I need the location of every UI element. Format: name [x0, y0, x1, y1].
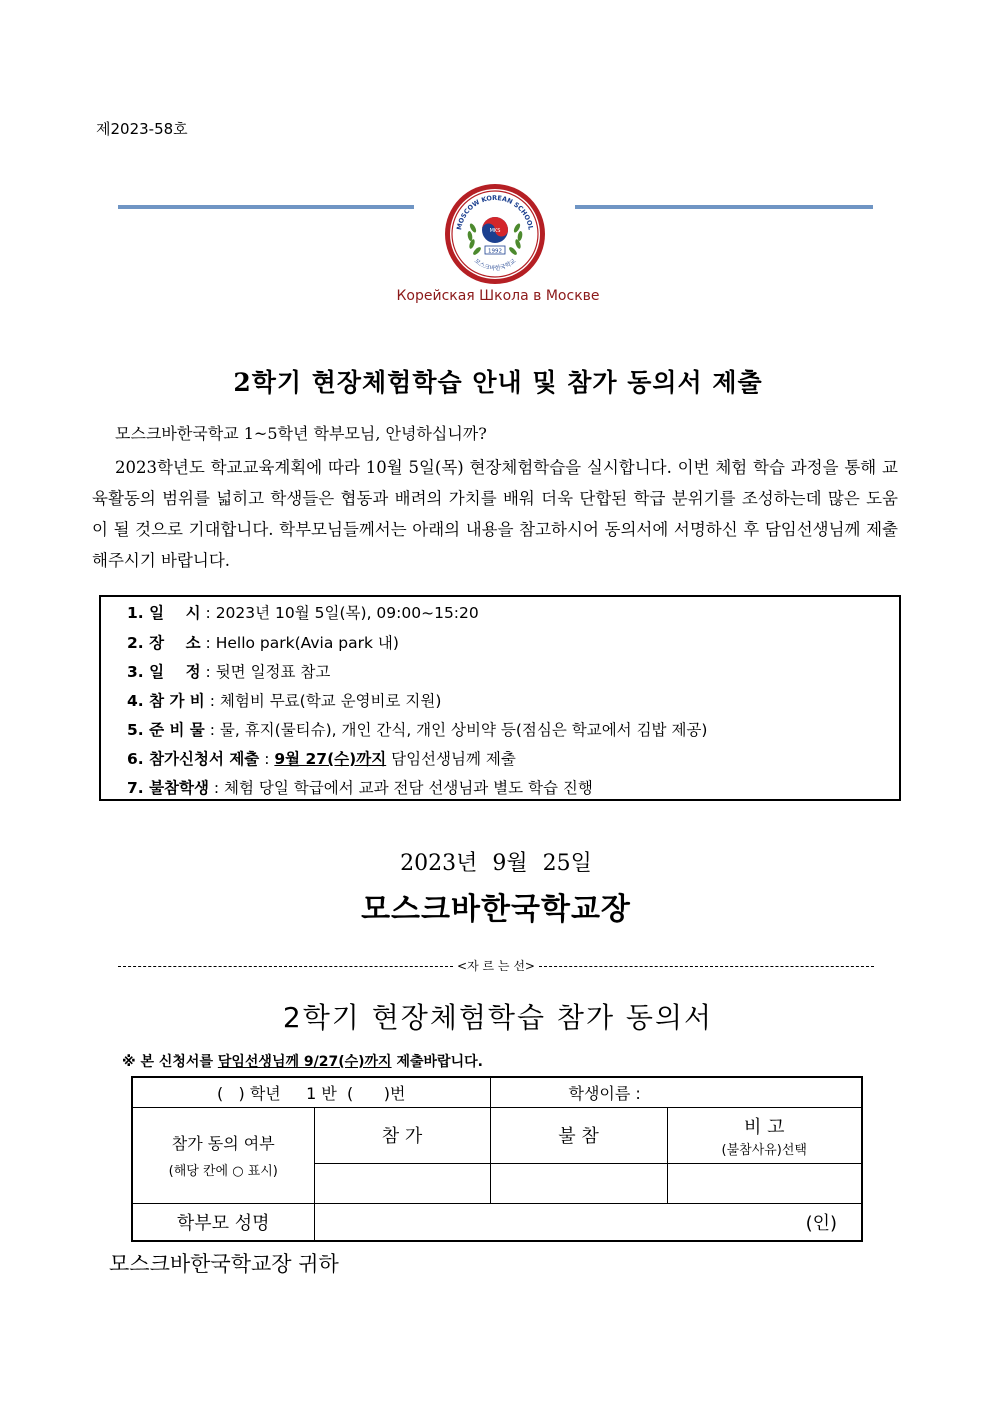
- info-item-schedule: [127, 660, 330, 682]
- info-item-absent: [127, 776, 593, 798]
- deadline-emphasis: 9월 27(수)까지: [274, 750, 387, 768]
- form-note-suffix: 제출바랍니다.: [391, 1054, 483, 1070]
- school-logo: [443, 182, 547, 286]
- column-remark-sub: (불참사유)선택: [721, 1142, 807, 1158]
- form-title: 2학기 현장체험학습 참가 동의서: [282, 1001, 714, 1034]
- column-remark-label: 비 고: [744, 1116, 785, 1138]
- cut-line-dash-left: [118, 966, 453, 967]
- notice-body-text: 2023학년도 학교교육계획에 따라 10월 5일(목) 현장체험학습을 실시합니다. 이번 체험 학습 과정을 통해 교육활동의 범위를 넓히고 학생들은 협동과 배려의 가치를 배워 더욱 단합된 학급 분위기를 조성하는데 많은 도움이 될 것으로 기대합니다. 학부모님들께서는 아래의 내용을 참고하시어 동의서에 서명하신 후 담임선생님께 제출해주시기 바랍니다.: [92, 458, 898, 570]
- student-class-label: ( ) 학년 1 반 ( )번: [216, 1083, 406, 1103]
- signatory: 모스크바한국학교장: [361, 892, 631, 927]
- info-value: : 2023년 10월 5일(목), 09:00~15:20: [205, 604, 479, 622]
- consent-label: 참가 동의 여부: [171, 1134, 275, 1153]
- greeting: 모스크바한국학교 1~5학년 학부모님, 안녕하십니까?: [115, 424, 487, 443]
- parent-name-label: 학부모 성명: [132, 1203, 314, 1241]
- consent-form-table: [131, 1076, 863, 1242]
- form-note-prefix: ※ 본 신청서를: [122, 1054, 218, 1070]
- header-divider-right: [575, 205, 873, 209]
- taegeuk-icon: [482, 217, 508, 243]
- info-label: 6. 참가신청서 제출: [127, 750, 260, 768]
- info-value: : 체험비 무료(학교 운영비로 지원): [209, 692, 442, 710]
- form-note: [122, 1051, 483, 1071]
- header-divider-left: [118, 205, 414, 209]
- info-value-prefix: :: [259, 750, 275, 768]
- info-value: : 체험 당일 학급에서 교과 전담 선생님과 별도 학습 진행: [213, 779, 593, 797]
- student-name-label: 학생이름 :: [568, 1083, 641, 1103]
- info-label: 3. 일 정: [127, 663, 201, 681]
- remark-input-cell[interactable]: [667, 1163, 862, 1203]
- column-remark: [667, 1107, 862, 1163]
- school-name-russian: Корейская Школа в Москве: [396, 288, 600, 304]
- info-item-supplies: [127, 718, 707, 740]
- info-value: : 뒷면 일정표 참고: [205, 663, 331, 681]
- svg-text:MKS: MKS: [489, 228, 501, 234]
- cut-line: [118, 957, 874, 974]
- logo-ring-text: MOSCOW KOREAN SCHOOL: [455, 193, 535, 231]
- form-note-deadline: 담임선생님께 9/27(수)까지: [217, 1054, 392, 1070]
- consent-label-cell: [132, 1107, 314, 1203]
- notice-date: 2023년 9월 25일: [400, 851, 592, 876]
- column-absent: 불 참: [490, 1107, 667, 1163]
- attend-checkbox-cell[interactable]: [314, 1163, 490, 1203]
- absent-checkbox-cell[interactable]: [490, 1163, 667, 1203]
- parent-signature-field[interactable]: [314, 1203, 862, 1241]
- logo-ring-text-bottom: 모스크바한국학교: [472, 257, 518, 273]
- notice-body: [92, 452, 898, 576]
- info-item-deadline: [127, 747, 516, 769]
- addressee: 모스크바한국학교장 귀하: [109, 1252, 339, 1276]
- info-label: 7. 불참학생: [127, 779, 209, 797]
- cut-line-label: <자 르 는 선>: [457, 959, 535, 973]
- cut-line-dash-right: [539, 966, 874, 967]
- info-label: 4. 참 가 비: [127, 692, 205, 710]
- column-attend: 참 가: [314, 1107, 490, 1163]
- info-label: 2. 장 소: [127, 634, 201, 652]
- info-value-suffix: 담임선생님께 제출: [386, 750, 516, 768]
- info-item-place: [127, 631, 399, 653]
- info-value: : 물, 휴지(물티슈), 개인 간식, 개인 상비약 등(점심은 학교에서 김밥 제공): [209, 721, 708, 739]
- info-label: 5. 준 비 물: [127, 721, 205, 739]
- info-item-datetime: [127, 601, 479, 623]
- info-label: 1. 일 시: [127, 604, 201, 622]
- document-number: 제2023-58호: [96, 120, 188, 138]
- event-info-box: [99, 595, 901, 801]
- consent-hint: (해당 칸에 ○ 표시): [168, 1164, 278, 1179]
- info-value: : Hello park(Avia park 내): [205, 634, 399, 652]
- seal-mark: (인): [805, 1212, 837, 1234]
- logo-year: 1992: [488, 248, 502, 255]
- info-item-fee: [127, 689, 441, 711]
- notice-title: 2학기 현장체험학습 안내 및 참가 동의서 제출: [233, 368, 763, 397]
- student-class-field[interactable]: [132, 1077, 490, 1107]
- student-name-field[interactable]: [490, 1077, 862, 1107]
